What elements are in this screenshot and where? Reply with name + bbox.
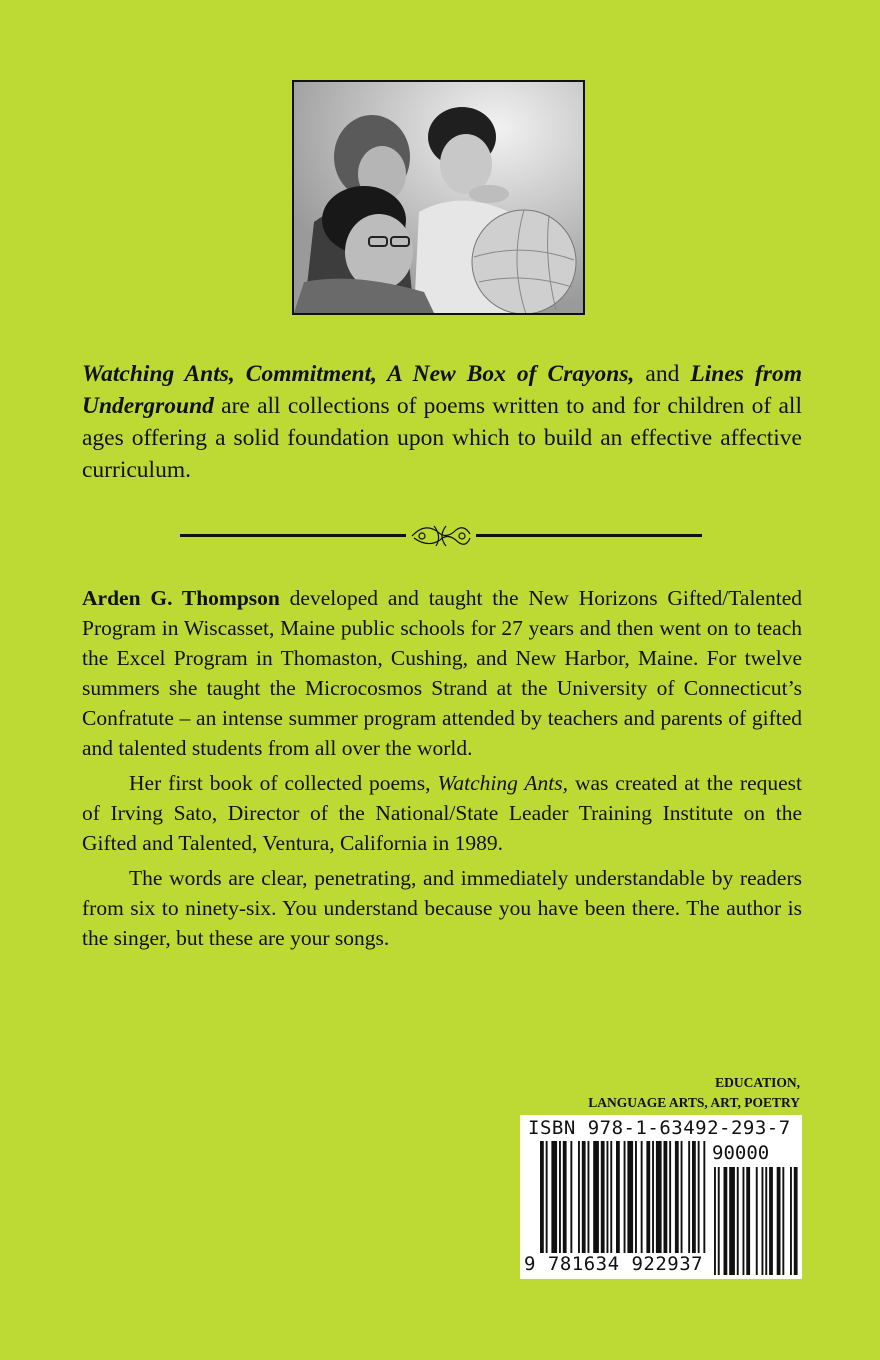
ornamental-divider xyxy=(180,518,702,554)
blurb-titles-1: Watching Ants, Commitment, A New Box of Crayons, xyxy=(82,361,635,387)
bio-paragraph-3: The words are clear, penetrating, and immediately understandable by readers from six to ninety-six. You understand because you have been there. The author is the singer, but these are your songs. xyxy=(82,866,802,950)
bio-p2-start: Her first book of collected poems, xyxy=(129,771,438,795)
category-line-2: LANGUAGE ARTS, ART, POETRY xyxy=(588,1095,800,1110)
blurb-and: and xyxy=(634,361,691,387)
bio-p1-text: developed and taught the New Horizons Gifted/Talented Program in Wiscasset, Maine public schools for 27 years and then went on to teach the Excel Program in Thomaston, Cushing, and New Harbor, Maine. For twelve summers she taught the Microcosmos Strand at the University of Connecticut’s Confratute – an intense summer program attended by teachers and parents of gifted and talented students from all over the world. xyxy=(82,586,802,760)
blurb-titles-2: Lines from Underground xyxy=(82,361,802,419)
price-code: 90000 xyxy=(712,1142,770,1164)
ean-digits: 9 781634 922937 xyxy=(524,1253,704,1275)
cover-photo xyxy=(292,80,585,315)
blurb-description: are all collections of poems written to and for children of all ages offering a solid foundation upon which to build an effective affective curriculum. xyxy=(82,393,802,483)
bio-p2-title: Watching Ants, xyxy=(437,771,569,795)
category-label xyxy=(480,1073,800,1113)
category-line-1: EDUCATION, xyxy=(715,1075,800,1090)
barcode-box xyxy=(520,1115,802,1279)
bio-paragraph-2 xyxy=(82,768,802,858)
children-with-teacher-photo xyxy=(294,82,583,313)
author-name: Arden G. Thompson xyxy=(82,586,280,610)
books-blurb xyxy=(82,358,802,486)
isbn-text: ISBN 978-1-63492-293-7 xyxy=(528,1117,791,1139)
bio-p2-text: was created at the request of Irving Sato, Director of the National/State Leader Training Institute on the Gifted and Talented, Ventura, California in 1989. xyxy=(82,771,803,855)
author-bio xyxy=(82,583,802,958)
bio-paragraph-1 xyxy=(82,583,802,763)
